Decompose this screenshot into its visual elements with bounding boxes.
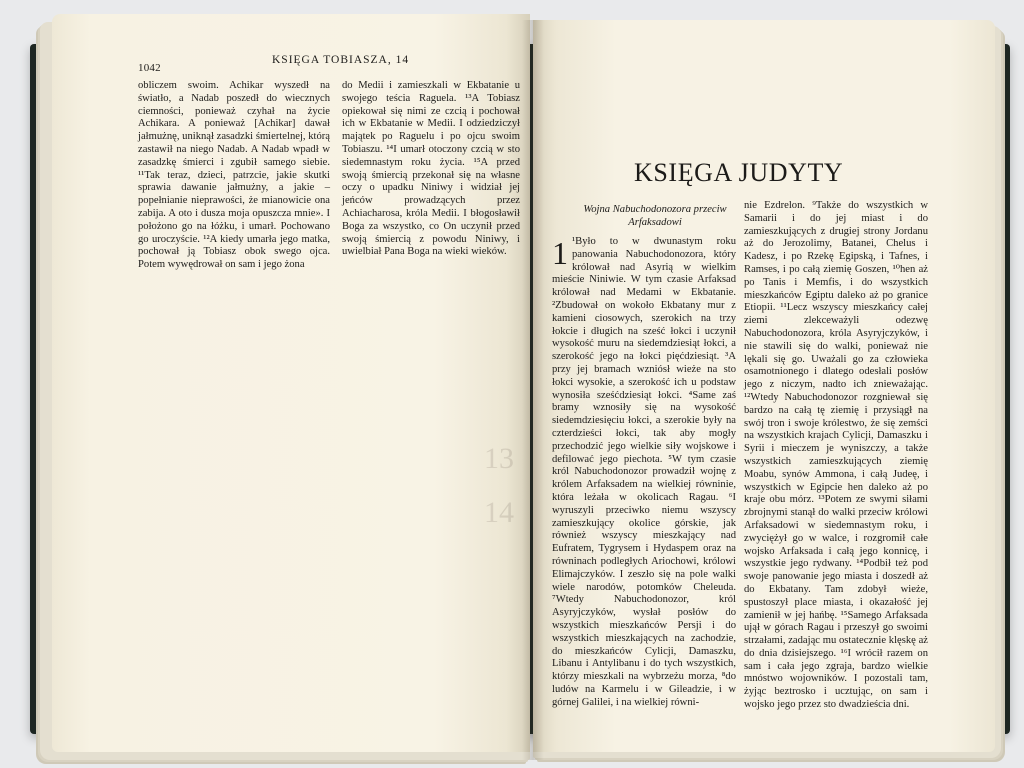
show-through-mark: 14 bbox=[484, 496, 514, 529]
right-page-column-1 bbox=[552, 236, 736, 709]
running-head: KSIĘGA TOBIASZA, 14 bbox=[272, 54, 410, 66]
book-gutter bbox=[522, 20, 544, 760]
section-heading: Wojna Nabuchodonozora przeciw Arfaksadowi bbox=[583, 204, 727, 228]
column-text: do Medii i zamieszkali w Ekbatanie u swojego teścia Raguela. ¹³A Tobiasz opiekował się nimi ze czcią i pochował ich w Ekbatanie w Medii. I odziedziczył majątek po Raguelu i po ojcu swoim Tobiaszu. ¹⁴I umarł otoczony czcią w sto siedemnastym roku życia. ¹⁵A przed swoją śmiercią przekonał się na własne oczy o upadku Niniwy i widział jej jeńców prowadzących przez Achiacharosa, króla Medii. I błogosławił Boga za wszystko, co On uczynił przed swoją śmiercią z powodu Niniwy, i uwielbiał Pana Boga na wieki wieków. bbox=[342, 80, 520, 258]
chapter-number: 1 bbox=[552, 235, 568, 271]
page-number: 1042 bbox=[138, 62, 161, 74]
column-text: obliczem swoim. Achikar wyszedł na światło, a Nadab poszedł do wiecznych ciemności, ponieważ czyhał na życie Achikara. A ponieważ [Achikar] dawał jałmużnę, uniknął zasadzki śmiertelnej, którą zastawił na niego Nadab. A Nadab wpadł w zasadzkę śmierci i zgubił samego siebie. ¹¹Tak teraz, dzieci, patrzcie, jakie skutki sprawia dawanie jałmużny, a jakie – popełnianie nieprawości, że mianowicie ona zabija. A oto i dusza moja opuszcza mnie». I położono go na łóżku, i umarł. Pochowano go uroczyście. ¹²A kiedy umarła jego matka, pochował ją Tobiasz obok swego ojca. Potem wywędrował on sam i jego żona bbox=[138, 80, 330, 271]
right-page-column-2 bbox=[744, 200, 928, 712]
left-page-show-through bbox=[140, 300, 320, 720]
left-page-column-1 bbox=[138, 80, 330, 272]
column-text: ¹Było to w dwunastym roku panowania Nabuchodonozora, który królował nad Asyrią w wielkim mieście Niniwie. W tym czasie Arfaksad królował nad Medami w Ekbatanie. ²Zbudował on wokoło Ekbatany mur z kamieni ciosowych, szerokich na trzy łokcie i długich na sześć łokci i uczynił wysokość muru na siedemdziesiąt łokci, a szerokość jego na łokci pięćdziesiąt. ³A przy jej bramach wzniósł wieże na sto łokci wysokie, a szerokość ich u podstaw wynosiła sześćdziesiąt łokci. ⁴Same zaś bramy wznosiły się na wysokość siedemdziesięciu łokci, a szerokie były na czterdzieści łokci, tak aby mogły przechodzić jego wielkie siły wojskowe i defilować jego piechota. ⁵W tym czasie król Nabuchodonozor prowadził wojnę z królem Arfaksadem na wielkiej równinie, która leżała w okolicach Ragau. ⁶I wyruszyli przeciwko niemu wszyscy zamieszkujący okolice górskie, jak również wszyscy mieszkający nad Eufratem, Tygrysem i Hydaspem oraz na równinach podległych Ariochowi, królowi Elimajczyków. I zeszło się na pole walki wiele narodów, potomków Cheleuda. ⁷Wtedy Nabuchodonozor, król Asyryjczyków, wysłał posłów do wszystkich mieszkańców Persji i do wszystkich mieszkających na zachodzie, do mieszkańców Cylicji, Damaszku, Libanu i Antylibanu i do tych wszystkich, którzy mieszkali na wybrzeżu morza, ⁸do ludów na Karmelu i w Gileadzie, i w górnej Galilei, i na wielkiej równi- bbox=[552, 236, 736, 708]
book-title: KSIĘGA JUDYTY bbox=[634, 158, 844, 187]
left-page-column-2 bbox=[342, 80, 520, 259]
column-text: nie Ezdrelon. ⁹Także do wszystkich w Samarii i do jej miast i do zamieszkujących z drugiej strony Jordanu aż do Jerozolimy, Batanei, Chelus i Kadesz, i po Rzekę Egipską, i Tafnes, i Ramses, i po całą ziemię Goszen, ¹⁰hen aż po Tanis i Memfis, i do wszystkich mieszkańców Egiptu daleko aż po granice Etiopii. ¹¹Lecz wszyscy mieszkańcy całej ziemi zlekceważyli odezwę Nabuchodonozora, króla Asyryjczyków, i nie stawili się do walki, ponieważ nie lękali się go. Uważali go za człowieka osamotnionego i dlatego odesłali posłów jego z niczym, nadto ich znieważając. ¹²Wtedy Nabuchodonozor rozgniewał się bardzo na całą tę ziemię i przysiągł na swój tron i swoje królestwo, że się zemści na wszystkich krajach Cylicji, Damaszku i Syrii i mieczem je wyniszczy, a także wszystkich zamieszkujących ziemię Moabu, synów Ammona, i całą Judeę, i wszystkich w Egipcie hen daleko aż po kraje obu mórz. ¹³Potem ze swymi siłami zbrojnymi stanął do walki przeciw królowi Arfaksadowi w siedemnastym roku, i zwyciężył go w walce, i rozgromił całe wojsko Arfaksada i całą jego konnicę, i wszystkie jego rydwany. ¹⁴Podbił też pod swoje panowanie jego miasta i doszedł aż do Ekbatany. Tam zdobył wieże, spustoszył place miasta, i okazałość jej zamienił w jej hańbę. ¹⁵Samego Arfaksada ujął w górach Ragau i przeszył go swoimi strzałami, zadając mu ostatecznie klęskę aż do dnia dzisiejszego. ¹⁶I wrócił razem on sam i cała jego zgraja, bardzo wielkie mnóstwo wojowników. I pozostali tam, żyjąc beztrosko i ucztując, on sam i wojsko jego przez sto dwadzieścia dni. bbox=[744, 200, 928, 711]
show-through-mark: 13 bbox=[484, 442, 514, 475]
